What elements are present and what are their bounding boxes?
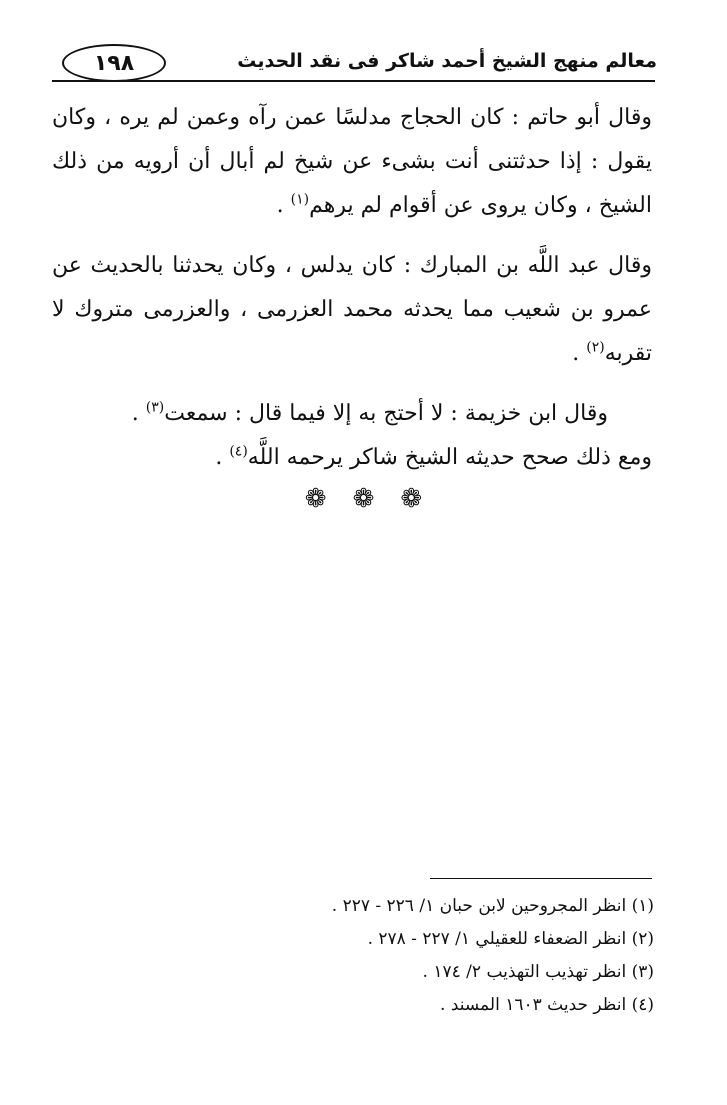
- page-number: ١٩٨: [62, 44, 166, 82]
- paragraph-text: وقال عبد اللَّه بن المبارك : كان يدلس ، وكان يحدثنا بالحديث عن عمرو بن شعيب مما يحدثه محمد العزرمى ، والعزرمى متروك لا تقربه: [52, 253, 652, 366]
- footnote-ref-2[interactable]: (٢): [586, 339, 605, 356]
- paragraph-ibn-mubarak: [52, 244, 652, 376]
- flower-ornament-icon: ❁: [400, 484, 423, 514]
- footnotes: [52, 890, 654, 1022]
- footnote-3: (٣) انظر تهذيب التهذيب ٢/ ١٧٤ .: [422, 962, 654, 982]
- footnote-2: (٢) انظر الضعفاء للعقيلي ١/ ٢٢٧ - ٢٧٨ .: [367, 929, 654, 949]
- footnote-ref-4[interactable]: (٤): [229, 443, 248, 460]
- footnote-ref-3[interactable]: (٣): [145, 399, 165, 416]
- flower-ornament-icon: ❁: [304, 484, 327, 514]
- footnote-separator: [430, 878, 652, 879]
- paragraph-end: .: [131, 401, 146, 426]
- paragraph-end: .: [215, 445, 230, 470]
- paragraph-text: وقال أبو حاتم : كان الحجاج مدلسًا عمن رآه وعمن لم يره ، وكان يقول : إذا حدثتنى أنت بشىء عن شيخ لم أبال أن أرويه من ذلك الشيخ ، وكان يروى عن أقوام لم يرهم: [52, 105, 652, 218]
- footnote-1: (١) انظر المجروحين لابن حبان ١/ ٢٢٦ - ٢٢٧ .: [331, 896, 654, 916]
- section-ornaments: [0, 484, 727, 514]
- paragraph-text: وقال ابن خزيمة : لا أحتج به إلا فيما قال : سمعت: [164, 401, 608, 426]
- paragraph-conclusion: [52, 436, 652, 480]
- footnote-4: (٤) انظر حديث ١٦٠٣ المسند .: [440, 995, 654, 1015]
- paragraph-text: ومع ذلك صحح حديثه الشيخ شاكر يرحمه اللَّه: [247, 445, 652, 470]
- paragraph-end: .: [572, 341, 587, 366]
- paragraph-ibn-khuzayma: [52, 392, 652, 436]
- page-header: [52, 42, 657, 82]
- running-title: معالم منهج الشيخ أحمد شاكر فى نقد الحديث: [237, 50, 657, 72]
- paragraph-abu-hatim: [52, 96, 652, 228]
- header-rule: [52, 80, 655, 82]
- footnote-ref-1[interactable]: (١): [290, 191, 310, 208]
- main-text: [52, 96, 652, 480]
- flower-ornament-icon: ❁: [352, 484, 375, 514]
- paragraph-end: .: [276, 193, 291, 218]
